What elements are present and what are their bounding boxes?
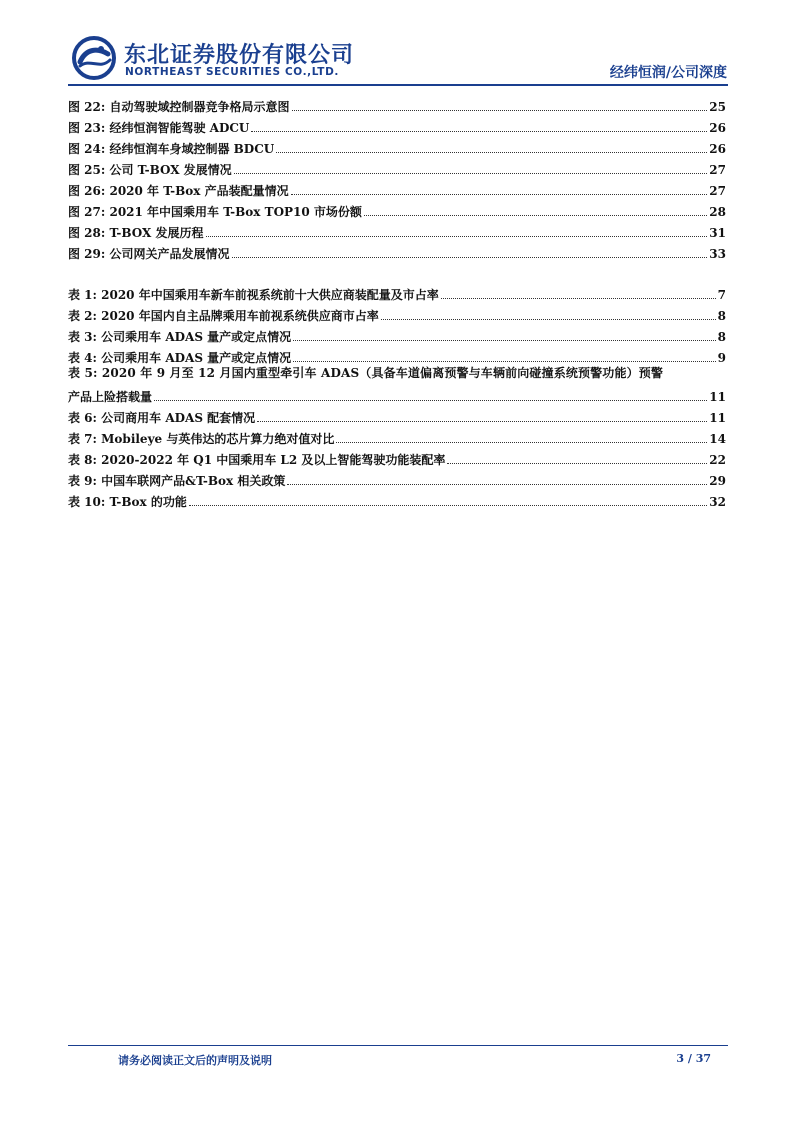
toc-leader-dots [447, 463, 707, 464]
toc-entry-page: 28 [709, 205, 726, 219]
toc-entry-label: 表 6: 公司商用车 ADAS 配套情况 [68, 411, 256, 425]
toc-entry-page: 26 [709, 142, 726, 156]
toc-leader-dots [293, 340, 715, 341]
toc-leader-dots [189, 505, 707, 506]
toc-entry-page: 33 [709, 247, 726, 261]
toc-entry-label: 图 26: 2020 年 T-Box 产品装配量情况 [68, 184, 289, 198]
toc-entry-label: 表 2: 2020 年国内自主品牌乘用车前视系统供应商市占率 [68, 309, 379, 323]
toc-entry-label: 表 7: Mobileye 与英伟达的芯片算力绝对值对比 [68, 432, 335, 446]
toc-entry-page: 25 [709, 100, 726, 114]
toc-entry[interactable] [68, 178, 726, 198]
toc-entry[interactable] [68, 94, 726, 114]
toc-entry[interactable] [68, 468, 726, 488]
toc-entry-label: 图 22: 自动驾驶域控制器竞争格局示意图 [68, 100, 290, 114]
toc-entry-label: 表 8: 2020-2022 年 Q1 中国乘用车 L2 及以上智能驾驶功能装配率 [68, 453, 446, 467]
toc-entry[interactable] [68, 241, 726, 261]
toc-entry-page: 11 [709, 390, 726, 404]
toc-entry-page: 14 [709, 432, 726, 446]
toc-entry[interactable] [68, 115, 726, 135]
toc-entry[interactable] [68, 426, 726, 446]
page-header [0, 0, 793, 90]
toc-entry[interactable] [68, 489, 726, 509]
toc-leader-dots [441, 298, 716, 299]
toc-entry-label: 表 4: 公司乘用车 ADAS 量产或定点情况 [68, 351, 292, 365]
toc-entry[interactable] [68, 303, 726, 323]
document-tag: 经纬恒润/公司深度 [609, 65, 727, 81]
northeast-securities-logo-icon [70, 36, 118, 80]
toc-leader-dots [336, 442, 707, 443]
toc-leader-dots [364, 215, 707, 216]
toc-entry-label-line1[interactable]: 表 5: 2020 年 9 月至 12 月国内重型牵引车 ADAS（具备车道偏离预警与车辆前向碰撞系统预警功能）预警 [68, 366, 664, 380]
toc-leader-dots [251, 131, 707, 132]
toc-entry[interactable] [68, 199, 726, 219]
toc-leader-dots [292, 110, 708, 111]
toc-entry-page: 27 [709, 163, 726, 177]
toc-entry-page: 11 [709, 411, 726, 425]
toc-leader-dots [154, 400, 707, 401]
toc-leader-dots [381, 319, 716, 320]
toc-leader-dots [276, 152, 707, 153]
footer-disclaimer: 请务必阅读正文后的声明及说明 [118, 1054, 272, 1067]
toc-entry-label: 表 9: 中国车联网产品&T-Box 相关政策 [68, 474, 286, 488]
toc-entry-label: 图 27: 2021 年中国乘用车 T-Box TOP10 市场份额 [68, 205, 362, 219]
header-divider [68, 84, 728, 86]
toc-entry-page: 26 [709, 121, 726, 135]
toc-leader-dots [293, 361, 715, 362]
toc-entry[interactable] [68, 384, 726, 404]
toc-entry-page: 29 [709, 474, 726, 488]
toc-leader-dots [206, 236, 708, 237]
toc-entry-label: 表 1: 2020 年中国乘用车新车前视系统前十大供应商装配量及市占率 [68, 288, 439, 302]
page-number: 3 / 37 [676, 1052, 711, 1065]
toc-leader-dots [291, 194, 708, 195]
toc-entry[interactable] [68, 345, 726, 365]
toc-entry-page: 31 [709, 226, 726, 240]
toc-leader-dots [232, 257, 708, 258]
toc-entry-label: 图 24: 经纬恒润车身域控制器 BDCU [68, 142, 275, 156]
toc-leader-dots [234, 173, 708, 174]
toc-entry-label: 表 10: T-Box 的功能 [68, 495, 187, 509]
toc-entry[interactable] [68, 220, 726, 240]
toc-entry[interactable] [68, 447, 726, 467]
toc-entry[interactable] [68, 405, 726, 425]
toc-entry-label: 产品上险搭载量 [68, 390, 153, 404]
toc-entry-page: 27 [709, 184, 726, 198]
toc-entry-page: 9 [717, 351, 726, 365]
toc-entry-page: 7 [717, 288, 726, 302]
toc-entry[interactable] [68, 282, 726, 302]
toc-entry-label: 图 25: 公司 T-BOX 发展情况 [68, 163, 232, 177]
toc-entry-page: 22 [709, 453, 726, 467]
toc-entry-page: 8 [717, 309, 726, 323]
toc-leader-dots [257, 421, 707, 422]
toc-entry[interactable] [68, 324, 726, 344]
toc-entry[interactable] [68, 136, 726, 156]
toc-entry-page: 32 [709, 495, 726, 509]
company-name-cn: 东北证券股份有限公司 [124, 43, 355, 68]
toc-entry[interactable] [68, 157, 726, 177]
footer-divider [68, 1045, 728, 1046]
toc-entry-label: 表 3: 公司乘用车 ADAS 量产或定点情况 [68, 330, 292, 344]
toc-entry-label: 图 29: 公司网关产品发展情况 [68, 247, 230, 261]
company-name-en: NORTHEAST SECURITIES CO.,LTD. [125, 66, 339, 78]
toc-entry-page: 8 [717, 330, 726, 344]
toc-entry-label: 图 23: 经纬恒润智能驾驶 ADCU [68, 121, 250, 135]
toc-leader-dots [287, 484, 707, 485]
toc-entry-label: 图 28: T-BOX 发展历程 [68, 226, 204, 240]
